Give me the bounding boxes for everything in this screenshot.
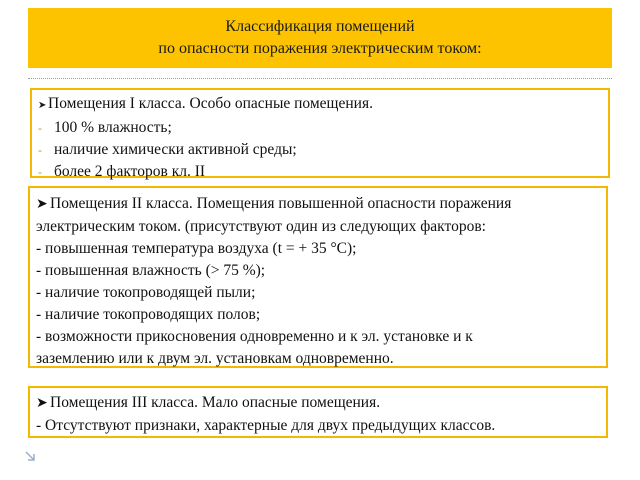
arrow-bullet-icon: ➤ xyxy=(36,197,48,212)
class-1-box xyxy=(30,88,610,178)
class-2-line xyxy=(36,193,600,216)
class-1-item xyxy=(38,139,602,161)
class-3-heading: Помещения III класса. Мало опасные помещения. xyxy=(50,394,381,411)
dash-bullet-icon: - xyxy=(38,143,42,157)
class-2-line: - повышенная температура воздуха (t = + 35 °С); xyxy=(36,240,357,257)
class-3-detail: - Отсутствуют признаки, характерные для двух предыдущих классов. xyxy=(36,417,496,434)
title-banner xyxy=(28,8,612,68)
class-2-line: - возможности прикосновения одновременно и к эл. установке и к xyxy=(36,328,473,345)
dotted-divider xyxy=(28,78,612,79)
corner-arrow-icon xyxy=(24,450,36,462)
class-3-heading-line xyxy=(36,392,600,415)
class-1-heading-line xyxy=(38,93,602,117)
class-2-line: электрическим током. (присутствуют один из следующих факторов: xyxy=(36,218,486,235)
class-1-item xyxy=(38,161,602,183)
class-1-heading: Помещения I класса. Особо опасные помещения. xyxy=(48,95,373,112)
class-2-line: - повышенная влажность (> 75 %); xyxy=(36,262,266,279)
class-2-line: - наличие токопроводящих полов; xyxy=(36,306,261,323)
title-line-1: Классификация помещений xyxy=(225,18,415,35)
arrow-bullet-icon: ➤ xyxy=(38,100,47,111)
dash-bullet-icon: - xyxy=(38,165,42,179)
class-2-line: заземлению или к двум эл. установкам одновременно. xyxy=(36,350,394,367)
class-1-item-text: наличие химически активной среды; xyxy=(54,141,297,158)
class-3-box xyxy=(28,386,608,438)
title-line-2: по опасности поражения электрическим током: xyxy=(158,40,482,57)
class-1-item-text: 100 % влажность; xyxy=(54,119,172,136)
class-2-box xyxy=(28,186,608,368)
class-2-line: - наличие токопроводящей пыли; xyxy=(36,284,256,301)
dash-bullet-icon: - xyxy=(38,121,42,135)
class-1-item xyxy=(38,117,602,139)
arrow-bullet-icon: ➤ xyxy=(36,396,48,411)
class-1-item-text: более 2 факторов кл. II xyxy=(54,163,206,180)
class-2-heading: Помещения II класса. Помещения повышенной опасности поражения xyxy=(50,195,512,212)
